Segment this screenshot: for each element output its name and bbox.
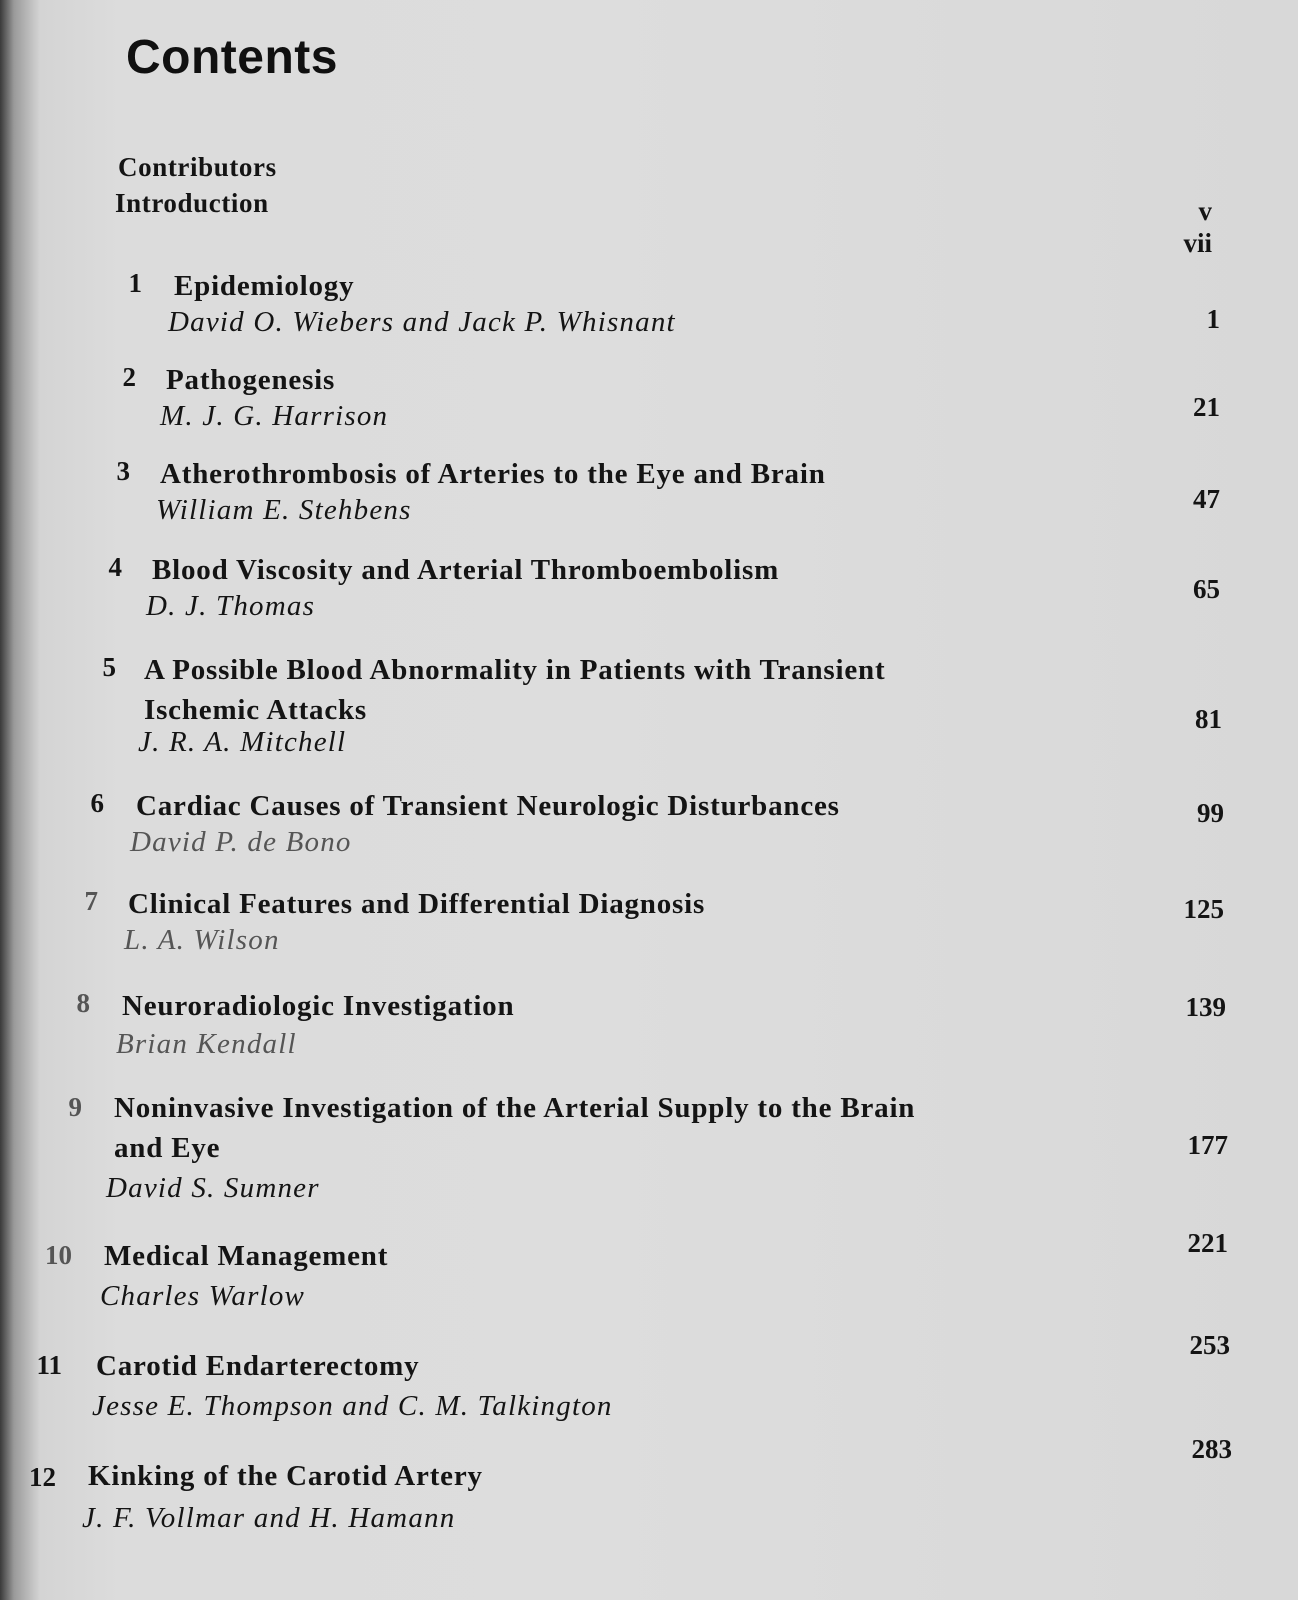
chapter-page: 283 (1191, 1434, 1232, 1464)
chapter-page: 221 (1187, 1228, 1228, 1258)
chapter-title: Clinical Features and Differential Diagnosis (128, 888, 706, 920)
chapter-number: 12 (29, 1462, 56, 1492)
chapter-number: 10 (45, 1240, 72, 1270)
chapter-page: 139 (1185, 992, 1226, 1022)
chapter-title: Kinking of the Carotid Artery (88, 1460, 483, 1492)
chapter-page: 125 (1183, 894, 1224, 924)
chapter-number: 8 (76, 988, 90, 1018)
chapter-title: Epidemiology (174, 270, 355, 302)
chapter-author: David S. Sumner (106, 1172, 320, 1204)
chapter-number: 3 (116, 456, 130, 486)
chapter-author: Charles Warlow (100, 1280, 306, 1312)
page-heading: Contents (126, 31, 338, 84)
chapter-title: A Possible Blood Abnormality in Patients with Transient Ischemic Attacks (144, 654, 886, 726)
chapter-author: William E. Stehbens (156, 494, 412, 526)
chapter-author: J. R. A. Mitchell (138, 726, 347, 758)
chapter-title: Medical Management (104, 1240, 389, 1272)
chapter-page: 99 (1197, 798, 1224, 828)
chapter-number: 9 (68, 1092, 82, 1122)
chapter-number: 7 (84, 886, 98, 916)
chapter-number: 11 (36, 1350, 62, 1380)
chapter-page: 65 (1193, 574, 1220, 604)
chapter-title: Pathogenesis (166, 364, 336, 396)
chapter-page: 1 (1206, 304, 1220, 334)
chapter-number: 6 (90, 788, 104, 818)
front-matter-page-introduction: vii (1183, 228, 1212, 258)
front-matter-page-contributors: v (1198, 196, 1212, 226)
chapter-number: 1 (128, 268, 142, 298)
chapter-title: Blood Viscosity and Arterial Thromboembolism (152, 554, 780, 586)
chapter-author: Brian Kendall (116, 1028, 297, 1060)
chapter-page: 21 (1193, 392, 1220, 422)
chapter-title: Neuroradiologic Investigation (122, 990, 515, 1022)
chapter-page: 253 (1189, 1330, 1230, 1360)
chapter-number: 5 (102, 652, 116, 682)
chapter-author: J. F. Vollmar and H. Hamann (82, 1502, 456, 1534)
chapter-title: Cardiac Causes of Transient Neurologic Disturbances (136, 790, 840, 822)
front-matter-label-introduction: Introduction (115, 188, 269, 218)
chapter-title: Noninvasive Investigation of the Arterial Supply to the Brain and Eye (114, 1092, 916, 1164)
chapter-author: David O. Wiebers and Jack P. Whisnant (168, 306, 676, 338)
chapter-page: 47 (1193, 484, 1220, 514)
chapter-author: Jesse E. Thompson and C. M. Talkington (92, 1390, 613, 1422)
chapter-number: 4 (108, 552, 122, 582)
chapter-title: Carotid Endarterectomy (96, 1350, 420, 1382)
chapter-author: David P. de Bono (130, 826, 352, 858)
chapter-title: Atherothrombosis of Arteries to the Eye and Brain (160, 458, 826, 490)
front-matter-label-contributors: Contributors (118, 152, 277, 182)
chapter-number: 2 (122, 362, 136, 392)
chapter-author: L. A. Wilson (124, 924, 280, 956)
chapter-page: 177 (1187, 1130, 1228, 1160)
chapter-page: 81 (1195, 704, 1222, 734)
chapter-author: D. J. Thomas (146, 590, 316, 622)
chapter-author: M. J. G. Harrison (160, 400, 389, 432)
